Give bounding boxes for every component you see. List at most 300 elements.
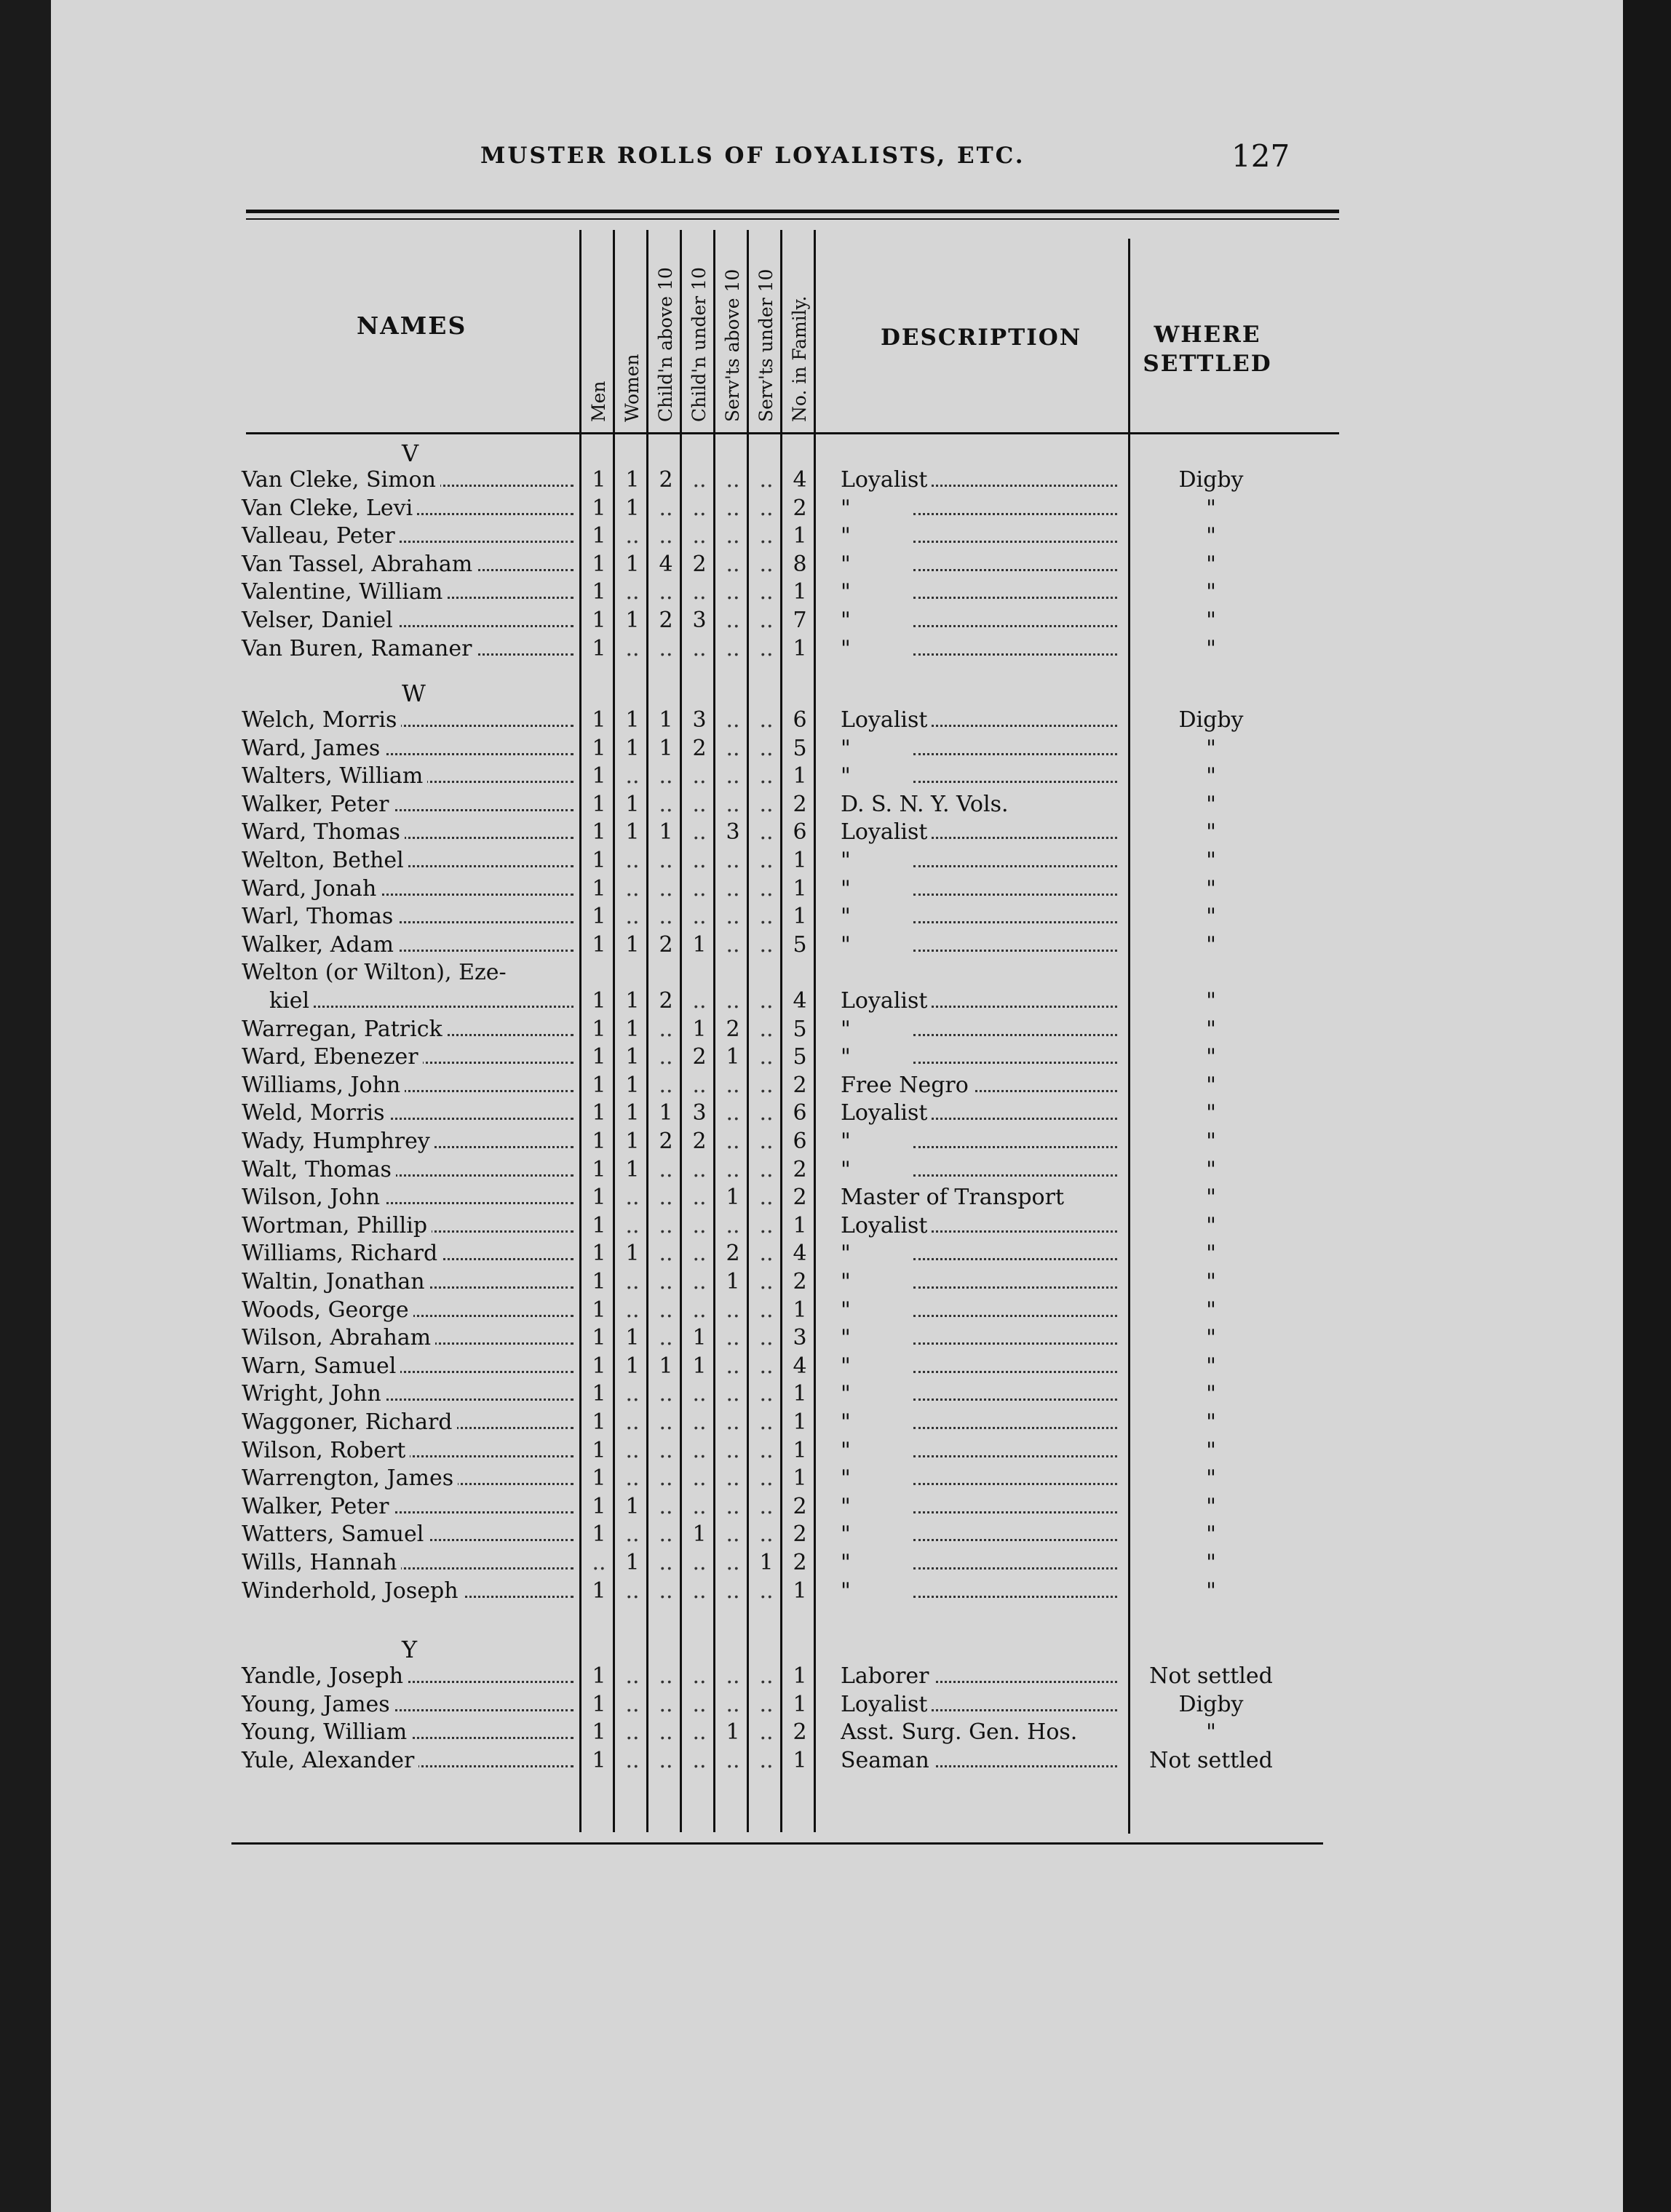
count-fam: 4	[793, 988, 807, 1014]
leader-dots	[913, 865, 1117, 867]
count-cu: 2	[692, 1129, 707, 1154]
description	[841, 1550, 1161, 1575]
count-su: ..	[759, 1072, 774, 1098]
count-fam: 1	[793, 904, 807, 930]
table-row	[51, 1578, 1332, 1606]
document-page	[51, 0, 1623, 2212]
count-fam: 2	[793, 1156, 807, 1182]
count-sa: ..	[726, 1100, 740, 1126]
table-row	[51, 707, 1332, 735]
count-su: ..	[759, 1493, 774, 1519]
count-women: 1	[625, 931, 640, 958]
person-name: Wills, Hannah	[242, 1550, 401, 1575]
person-name: Welch, Morris	[242, 707, 401, 733]
where-settled: "	[1206, 1325, 1216, 1351]
description	[841, 1129, 1161, 1154]
count-cu: ..	[692, 1465, 707, 1492]
description	[841, 552, 1161, 577]
count-women: 1	[625, 707, 640, 733]
count-fam: 5	[793, 1044, 807, 1070]
person-name: Valentine, William	[242, 579, 447, 605]
count-women: 1	[625, 1016, 640, 1042]
count-su: ..	[759, 931, 774, 958]
header-where-line2: SETTLED	[1143, 351, 1272, 377]
count-ca: ..	[659, 1185, 673, 1211]
leader-dots	[913, 653, 1117, 656]
section-letter: W	[402, 680, 426, 707]
count-su: ..	[759, 1719, 774, 1746]
count-ca: 4	[659, 551, 673, 577]
count-sa: 1	[726, 1269, 740, 1294]
count-men: 1	[592, 1129, 606, 1154]
count-sa: ..	[726, 791, 740, 817]
description	[841, 988, 1161, 1014]
person-name: Wilson, Abraham	[242, 1325, 435, 1350]
person-name: Walt, Thomas	[242, 1157, 396, 1182]
table-row	[51, 467, 1332, 495]
person-name: Woods, George	[242, 1297, 413, 1323]
where-settled: "	[1206, 1129, 1216, 1154]
where-settled: "	[1206, 1100, 1216, 1126]
count-fam: 2	[793, 1269, 807, 1294]
count-men: 1	[592, 1212, 606, 1238]
leader-dots	[269, 1006, 573, 1008]
table-row	[51, 876, 1332, 904]
description	[841, 636, 1161, 661]
description	[841, 1438, 1161, 1463]
count-women: 1	[625, 1550, 640, 1575]
person-name: Wilson, Robert	[242, 1438, 410, 1463]
leader-dots	[913, 753, 1117, 755]
leader-dots	[913, 1399, 1117, 1401]
count-su: ..	[759, 1129, 774, 1154]
count-women: ..	[625, 1465, 640, 1492]
where-settled: "	[1206, 1269, 1216, 1294]
count-fam: 1	[793, 1212, 807, 1238]
count-cu: 1	[692, 1016, 707, 1042]
count-sa: ..	[726, 1212, 740, 1238]
header-child-above: Child'n above 10	[655, 267, 676, 422]
table-row	[51, 1465, 1332, 1493]
count-sa: ..	[726, 848, 740, 873]
leader-dots	[913, 781, 1117, 783]
count-sa: ..	[726, 931, 740, 958]
count-su: ..	[759, 551, 774, 577]
count-fam: 2	[793, 1719, 807, 1746]
count-men: 1	[592, 635, 606, 661]
description	[841, 1325, 1161, 1350]
count-men: 1	[592, 1100, 606, 1126]
count-fam: 1	[793, 1381, 807, 1407]
count-women: 1	[625, 1241, 640, 1267]
where-settled: "	[1206, 1156, 1216, 1182]
count-women: ..	[625, 1691, 640, 1717]
count-sa: ..	[726, 1747, 740, 1773]
description	[841, 1241, 1161, 1266]
table-row	[51, 1353, 1332, 1381]
where-settled: "	[1206, 495, 1216, 521]
count-men: 1	[592, 1747, 606, 1773]
count-women: ..	[625, 523, 640, 549]
leader-dots	[913, 1174, 1117, 1177]
table-row	[51, 932, 1332, 960]
count-men: 1	[592, 1493, 606, 1519]
description-text: Laborer	[841, 1663, 934, 1689]
count-ca: ..	[659, 1493, 673, 1519]
count-fam: 1	[793, 1691, 807, 1717]
count-fam: 1	[793, 1663, 807, 1689]
count-men: 1	[592, 931, 606, 958]
person-name: Williams, Richard	[242, 1241, 442, 1266]
count-fam: 4	[793, 467, 807, 493]
count-ca: ..	[659, 1325, 673, 1351]
table-row	[51, 579, 1332, 607]
leader-dots	[913, 1286, 1117, 1289]
description-text: "	[841, 1550, 855, 1575]
person-name: Velser, Daniel	[242, 608, 397, 633]
description-text: "	[841, 1438, 855, 1463]
count-cu: ..	[692, 1437, 707, 1463]
description	[841, 523, 1161, 549]
description	[841, 1381, 1161, 1407]
count-ca: 2	[659, 467, 673, 493]
column-rule	[713, 230, 715, 1832]
count-men: 1	[592, 1719, 606, 1746]
count-fam: 3	[793, 1325, 807, 1351]
count-ca: ..	[659, 904, 673, 930]
description	[841, 1185, 1161, 1210]
count-men: 1	[592, 523, 606, 549]
count-cu: ..	[692, 1747, 707, 1773]
table-row	[51, 819, 1332, 847]
leader-dots	[913, 1315, 1117, 1317]
count-su: ..	[759, 819, 774, 846]
count-su: ..	[759, 1747, 774, 1773]
count-cu: ..	[692, 1691, 707, 1717]
count-cu: ..	[692, 1719, 707, 1746]
table-row	[51, 1494, 1332, 1521]
count-sa: ..	[726, 1465, 740, 1492]
count-fam: 8	[793, 551, 807, 577]
count-ca: ..	[659, 1044, 673, 1070]
column-rule	[780, 230, 782, 1832]
count-sa: ..	[726, 904, 740, 930]
count-women: 1	[625, 819, 640, 846]
count-su: ..	[759, 1325, 774, 1351]
count-women: 1	[625, 1072, 640, 1098]
count-cu: ..	[692, 848, 707, 873]
count-ca: ..	[659, 1578, 673, 1604]
person-name: Warregan, Patrick	[242, 1017, 447, 1042]
description-text: "	[841, 1269, 855, 1294]
count-men: 1	[592, 707, 606, 733]
person-name: Wady, Humphrey	[242, 1129, 434, 1154]
count-cu: ..	[692, 763, 707, 789]
leader-dots	[913, 541, 1117, 543]
description-text: Loyalist	[841, 819, 932, 845]
where-settled: "	[1206, 1072, 1216, 1098]
count-ca: ..	[659, 1016, 673, 1042]
description	[841, 1017, 1161, 1042]
description-text: Loyalist	[841, 1100, 932, 1126]
count-cu: ..	[692, 1212, 707, 1238]
count-cu: 1	[692, 1353, 707, 1379]
count-su: 1	[759, 1550, 774, 1575]
count-women: 1	[625, 608, 640, 633]
leader-dots	[913, 894, 1117, 896]
count-fam: 6	[793, 707, 807, 733]
table-row	[51, 496, 1332, 523]
count-women: ..	[625, 763, 640, 789]
count-men: 1	[592, 467, 606, 493]
person-name: Yule, Alexander	[242, 1748, 418, 1773]
count-sa: ..	[726, 1521, 740, 1548]
count-sa: 1	[726, 1719, 740, 1746]
count-women: ..	[625, 1437, 640, 1463]
leader-dots	[913, 1455, 1117, 1457]
count-fam: 1	[793, 635, 807, 661]
count-men: 1	[592, 763, 606, 789]
description	[841, 792, 1161, 817]
count-women: ..	[625, 1381, 640, 1407]
count-su: ..	[759, 523, 774, 549]
count-ca: 2	[659, 1129, 673, 1154]
count-cu: 1	[692, 931, 707, 958]
count-su: ..	[759, 1100, 774, 1126]
count-ca: ..	[659, 1691, 673, 1717]
count-women: ..	[625, 1212, 640, 1238]
count-sa: ..	[726, 1437, 740, 1463]
description	[841, 1748, 1161, 1773]
person-name: Williams, John	[242, 1073, 405, 1098]
person-name: Walker, Adam	[242, 932, 398, 958]
header-women: Women	[622, 354, 643, 422]
count-ca: 2	[659, 931, 673, 958]
count-men: 1	[592, 1156, 606, 1182]
where-settled: "	[1206, 1521, 1216, 1548]
count-su: ..	[759, 1044, 774, 1070]
table-row	[51, 960, 1332, 987]
count-su: ..	[759, 875, 774, 902]
count-ca: ..	[659, 1465, 673, 1492]
count-su: ..	[759, 1297, 774, 1323]
bottom-rule	[231, 1842, 1323, 1845]
description	[841, 904, 1161, 929]
table-row	[51, 988, 1332, 1016]
count-sa: 1	[726, 1185, 740, 1211]
count-men: 1	[592, 1437, 606, 1463]
table-row	[51, 904, 1332, 931]
person-name: Yandle, Joseph	[242, 1663, 408, 1689]
description-text: "	[841, 736, 855, 761]
count-su: ..	[759, 1185, 774, 1211]
count-ca: 1	[659, 707, 673, 733]
count-cu: ..	[692, 1297, 707, 1323]
count-ca: ..	[659, 1521, 673, 1548]
count-ca: ..	[659, 1409, 673, 1435]
count-men: 1	[592, 579, 606, 605]
count-ca: ..	[659, 1297, 673, 1323]
table-row	[51, 1381, 1332, 1409]
count-ca: 1	[659, 735, 673, 761]
description	[841, 1465, 1161, 1491]
count-su: ..	[759, 608, 774, 633]
count-ca: ..	[659, 1241, 673, 1267]
person-name: Walters, William	[242, 763, 427, 789]
person-name: Wright, John	[242, 1381, 386, 1407]
count-women: 1	[625, 1044, 640, 1070]
description	[841, 848, 1161, 873]
count-ca: ..	[659, 1550, 673, 1575]
count-men: 1	[592, 848, 606, 873]
header-family: No. in Family.	[789, 295, 810, 422]
description-text: Loyalist	[841, 1692, 932, 1717]
person-name: Welton, Bethel	[242, 848, 408, 873]
table-row	[51, 1185, 1332, 1212]
description	[841, 1409, 1161, 1435]
count-cu: ..	[692, 1185, 707, 1211]
where-settled: "	[1206, 1353, 1216, 1379]
description-text: "	[841, 552, 855, 577]
count-sa: ..	[726, 495, 740, 521]
count-su: ..	[759, 1269, 774, 1294]
leader-dots	[913, 597, 1117, 599]
count-men: 1	[592, 1409, 606, 1435]
count-cu: 3	[692, 1100, 707, 1126]
where-settled: "	[1206, 1297, 1216, 1323]
description-text: "	[841, 636, 855, 661]
count-sa: ..	[726, 707, 740, 733]
count-cu: ..	[692, 1663, 707, 1689]
count-su: ..	[759, 1241, 774, 1267]
count-ca: ..	[659, 763, 673, 789]
count-sa: ..	[726, 1072, 740, 1098]
count-ca: ..	[659, 579, 673, 605]
count-fam: 4	[793, 1353, 807, 1379]
person-name: Winderhold, Joseph	[242, 1578, 463, 1604]
leader-dots	[913, 1427, 1117, 1429]
description-text: "	[841, 579, 855, 605]
description	[841, 1719, 1161, 1745]
description	[841, 608, 1161, 633]
count-cu: 2	[692, 735, 707, 761]
column-rule	[680, 230, 682, 1832]
description-text: "	[841, 1409, 855, 1435]
person-name: kiel	[269, 988, 314, 1014]
count-ca: ..	[659, 1747, 673, 1773]
table-row	[51, 1269, 1332, 1297]
count-su: ..	[759, 467, 774, 493]
description	[841, 707, 1161, 733]
where-settled: "	[1206, 1241, 1216, 1267]
count-sa: ..	[726, 1578, 740, 1604]
count-men: 1	[592, 904, 606, 930]
count-women: ..	[625, 848, 640, 873]
table-row	[51, 1073, 1332, 1100]
count-ca: ..	[659, 1663, 673, 1689]
description	[841, 819, 1161, 845]
count-men: 1	[592, 1521, 606, 1548]
count-ca: ..	[659, 635, 673, 661]
where-settled: Digby	[1178, 1691, 1244, 1717]
count-women: ..	[625, 1747, 640, 1773]
count-men: 1	[592, 1381, 606, 1407]
description	[841, 876, 1161, 902]
person-name: Ward, James	[242, 736, 384, 761]
count-women: 1	[625, 1100, 640, 1126]
count-fam: 1	[793, 1297, 807, 1323]
count-men: 1	[592, 988, 606, 1014]
where-settled: Not settled	[1149, 1747, 1273, 1773]
count-ca: ..	[659, 1269, 673, 1294]
count-ca: 1	[659, 1100, 673, 1126]
count-fam: 5	[793, 1016, 807, 1042]
where-settled: "	[1206, 791, 1216, 817]
count-men: 1	[592, 1072, 606, 1098]
count-ca: ..	[659, 791, 673, 817]
person-name: Watters, Samuel	[242, 1521, 428, 1547]
leader-dots	[913, 1539, 1117, 1541]
count-fam: 2	[793, 791, 807, 817]
count-fam: 2	[793, 495, 807, 521]
table-row	[51, 608, 1332, 635]
header-child-under: Child'n under 10	[688, 267, 710, 422]
table-row	[51, 636, 1332, 664]
count-su: ..	[759, 848, 774, 873]
leader-dots	[913, 1511, 1117, 1513]
count-ca: ..	[659, 1719, 673, 1746]
count-fam: 6	[793, 819, 807, 846]
count-sa: 1	[726, 1044, 740, 1070]
count-sa: ..	[726, 608, 740, 633]
description	[841, 1353, 1161, 1379]
description	[841, 1578, 1161, 1604]
page-number: 127	[1231, 138, 1290, 174]
person-name: Ward, Thomas	[242, 819, 405, 845]
person-name: Walker, Peter	[242, 792, 394, 817]
leader-dots	[913, 1371, 1117, 1373]
description-text: "	[841, 1578, 855, 1604]
count-su: ..	[759, 791, 774, 817]
count-women: ..	[625, 875, 640, 902]
count-cu: ..	[692, 875, 707, 902]
leader-dots	[913, 1146, 1117, 1148]
count-cu: ..	[692, 495, 707, 521]
count-ca: ..	[659, 848, 673, 873]
top-rule	[246, 210, 1339, 213]
count-cu: ..	[692, 523, 707, 549]
column-rule	[814, 230, 816, 1832]
count-sa: ..	[726, 1353, 740, 1379]
column-rule	[579, 230, 582, 1832]
table-row	[51, 792, 1332, 819]
count-women: ..	[625, 1297, 640, 1323]
count-cu: ..	[692, 819, 707, 846]
count-cu: 2	[692, 1044, 707, 1070]
person-name: Valleau, Peter	[242, 523, 400, 549]
count-sa: 3	[726, 819, 740, 846]
count-men: 1	[592, 1663, 606, 1689]
scan-left-margin	[0, 0, 51, 2212]
header-serv-under: Serv'ts under 10	[755, 268, 777, 422]
description	[841, 1663, 1161, 1689]
count-men: 1	[592, 1185, 606, 1211]
table-row	[51, 1663, 1332, 1691]
count-men: 1	[592, 495, 606, 521]
section-letter: Y	[402, 1636, 418, 1663]
table-row	[51, 1044, 1332, 1072]
count-men: 1	[592, 1691, 606, 1717]
